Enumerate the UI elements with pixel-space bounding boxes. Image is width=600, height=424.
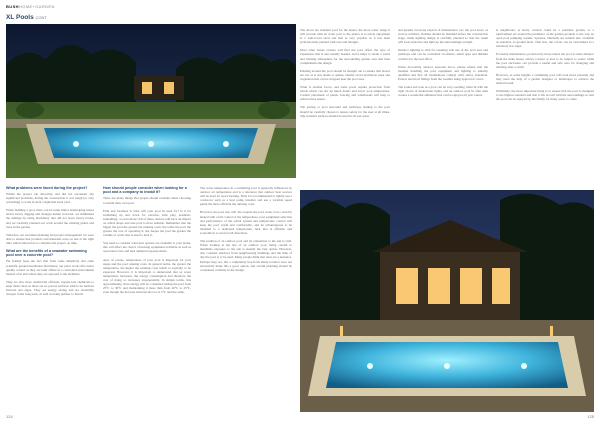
body-paragraph: However, at some heights a swimming pool will look more pleasing and may need the help of a garden designer or landscaper to achieve the desired result. — [496, 72, 594, 86]
body-paragraph: The sound and tone in a pool can be very soothing when lit with the right choice of underwater lights, and an outdoor pool lit after dark creates a wonderful ambience that can be enjoyed all year round. — [398, 85, 488, 98]
section-title — [6, 14, 47, 21]
body-paragraph: We frankly hope the fact that from some simplicity and other scientific garden installation machinery, our piece work offer better quality control as they are built offsite in a controlled environment instead of in situ where they are exposed to the elements. — [6, 259, 94, 276]
body-paragraph: and present everyone expects of maintenance too; the pool areas, as well as architect, finishes should be installed before the construction stage, while lighting design is carefully planned so that the result will look attractive and light up the surroundings at night. — [398, 28, 488, 45]
right-column-2 — [398, 28, 488, 101]
body-paragraph: Wind is another factor, and some pools require protection from winds which can stir up much debris and lower pool temperature. Careful placement of plants, fencing and windbreaks will help to reduce these issues. — [300, 85, 390, 102]
body-paragraph: Ultimately, the most important thing is to ensure that the pool is designed to the highest standard and that it fits in well with the surroundings so that the pool can be enjoyed by the family for many years to come. — [496, 89, 594, 102]
body-paragraph: And, of course, temperature of your pool is important for your usage and the pool running costs. In general terms, the greater the temperature, the higher the running costs which is logically to be expected. However, it is important to understand that as water temperature increases, the energy consumption and therefore the cost of doing so increases exponentially. In simple terms, this approximately, most energy will be consumed raising the pool from 25°C to 30°C and maintaining it there than from 20°C to 25°C, even though the increase between the two is 5°C and the same. — [103, 257, 192, 295]
pool-night-photo — [300, 190, 594, 412]
body-paragraph: When decorating outdoor seasonal decor, please ensure that the installer handling the pool equipment and lighting is suitably qualified and that all installations comply with safety standards. Protect electrical fittings from the weather using approved covers. — [398, 64, 488, 81]
magazine-brand: BUSH — [6, 4, 19, 9]
body-paragraph: You need to consider what heat options are available to your home, this will affect the choice of heating equipment available as well as associated costs and heat demand response times. — [103, 241, 191, 254]
body-paragraph: Planting around the pool should be thought out to ensure that leaves are not as it sets shade or spikes, ideally avoid deciduous trees and vegetation that can be dropped near the pool area. — [300, 68, 390, 81]
magazine-subtitle: HOME+GARDEN — [18, 4, 55, 9]
left-column-3 — [200, 186, 292, 276]
body-paragraph: Firm and foremost is what will your pool be used for? Is it for swimming up and down for exercise, kids play, aesthetic, sunbathing, or even more? All of these choices will have an impact on which shape and size pool is most suitable. Remember that the bigger the pool the greater the running costs; the wider the pool the greater the cost of operating it; the deeper the pool the greater the volume of water that is used to heat it. — [103, 208, 191, 238]
body-paragraph: When building a pool, there can be some minor landscaping issues and/or heavy digging and changes inside; however, we minimised the damage by using machinery that did not leave heavy tracks, and we carefully planned our work around the existing plants and trees in the garden. — [6, 208, 94, 229]
page-number: 124 — [6, 414, 13, 419]
body-paragraph: However, the pool also will also require the pool water to be correctly heated with a full control of the temperature, pool equipment selection and performance of the actual system and temperature control will keep the pool warm and comfortable, and its advantageous to be installed to a dedicated temperature, heat that is efficient and economical to run in both directions. — [200, 210, 292, 235]
body-paragraph: Outdoor lighting is vital for ensuring safe use of the pool area and pathways and can be controlled via timers, smart apps and dimmer controls for the best effect. — [398, 48, 488, 61]
body-paragraph: Most other house owners will find the pool offers the type of experience that is also usually needed, and it helps to retain a warm and inviting atmosphere for the surrounding garden area that then complements the design. — [300, 48, 390, 65]
body-paragraph: Therefore our excellent planning and project management we were able to ensure that products and materials were on site at the right time which allowed us to complete the project on time. — [6, 232, 94, 245]
pool-photo-illustration — [6, 24, 296, 178]
pool-photo — [6, 24, 296, 178]
right-column-1 — [300, 28, 390, 122]
body-paragraph: Whilst the project ran smoothly, and did not encounter any significant problems, during the construction it was tough (or very rewarding) to work in such a tight-knit back yard. — [6, 192, 94, 205]
right-page — [300, 0, 600, 424]
pool-night-illustration — [300, 190, 594, 412]
left-column-2 — [103, 186, 191, 298]
body-paragraph: is neighbours. A heavy version could be a seamless garden, or a replacement set around the perimeter of the garden grounds to the way an open pool pumping sounds. Spadoes, bluebells are seldom also available as standard, as ground level. That size, the colour can be customised in a relatively few steps. — [496, 28, 594, 49]
question-heading: How should people consider when looking for a pool and a company to install it? — [103, 186, 187, 195]
question-heading: What problems were faced during the project? — [6, 186, 88, 190]
section-title-text: XL Pools — [6, 14, 34, 21]
page-number: 125 — [587, 414, 594, 419]
body-paragraph: The water temperature in a swimming pool is generally influenced by outdoor air temperature and is a reference that outdoor heat sources will be used for space heating. Thus it is recommended to tightly use a contractor such as a heat pump installer and use a variable speed pump the more efficient the running costs. — [200, 186, 292, 207]
body-paragraph: There are many things that people should consider when choosing to install their own pool. — [103, 196, 191, 205]
question-heading: What are the benefits of a seawater swimming pool over a concrete pool? — [6, 249, 87, 258]
body-paragraph: Economy maintenance, protected by those where the pool is some distance from the main house, allows a lesser or area to be subject to water, while the pool enclosure can provide a useful and safe area for changing and relaxing after a swim. — [496, 52, 594, 69]
left-column-1 — [6, 186, 94, 300]
magazine-header — [6, 4, 55, 9]
body-paragraph: The above are standard pool for the heater, the more water usage it will provide with no water pool to the planet. It is solely enjoyment is a well-loved rural site that is very popular as it has been professionally planted with care and thought. — [300, 28, 390, 45]
section-cont-label: CONT — [35, 15, 47, 20]
body-paragraph: The position of an outdoor pool and its orientation to the sun is vital. When looking at the site of an outdoor pool, being careful to maximise exposure to the sun is usually the best option. However, also consider shadows from neighbouring buildings and the time of day the pool is to be used. Many people think that trees are a nuisance. Perhaps they are, but a completely free-from-shade location does not necessarily make this a good option, and careful planning should be considered carefully in the design. — [200, 239, 292, 272]
right-column-3 — [496, 28, 594, 105]
body-paragraph: They are also more chemically efficient, require less chemicals to keep them clean as there are no porous surfaces which can harbour bacteria and algae. They are energy saving and are invariably cheaper in the long term, as well as being quicker to install. — [6, 279, 94, 297]
body-paragraph: The paving or pool surround and pathways leading to the pool should be carefully chosen to ensure safety for the user at all times. Slip resistant surfaces should be used in all wet areas. — [300, 105, 390, 118]
